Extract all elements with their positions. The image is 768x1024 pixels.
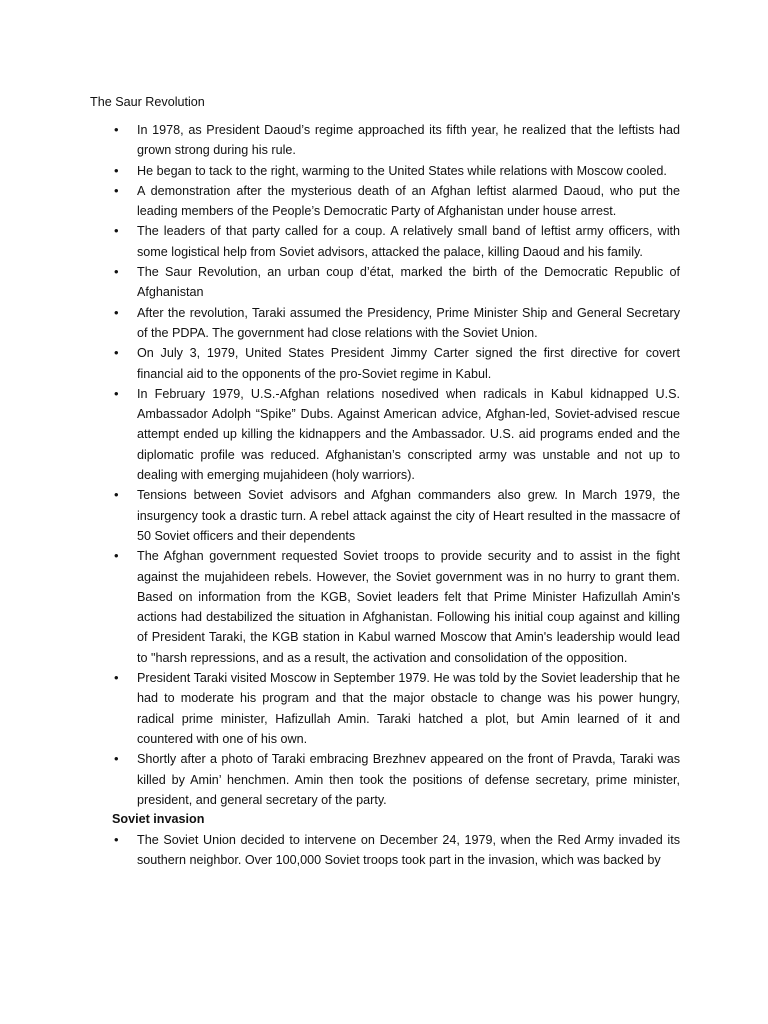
bullet-item: • The Afghan government requested Soviet troops to provide security and to assist in the fight against the mujahideen rebels. However, the Soviet government was in no hurry to grant them. Based on information from the KGB, Soviet leaders felt that Prime Minister Hafizullah Amin's actions had destabilized the situation in Afghanistan. Following his initial coup against and killing of President Taraki, the KGB station in Kabul warned Moscow that Amin's leadership would lead to "harsh repressions, and as a result, the activation and consolidation of the opposition.	[90, 546, 680, 668]
section-heading-saur-revolution: The Saur Revolution	[90, 95, 205, 109]
bullet-item: • After the revolution, Taraki assumed the Presidency, Prime Minister Ship and General Secretary of the PDPA. The government had close relations with the Soviet Union.	[90, 303, 680, 344]
bullet-item: • In February 1979, U.S.-Afghan relations nosedived when radicals in Kabul kidnapped U.S. Ambassador Adolph “Spike” Dubs. Against American advice, Afghan-led, Soviet-advised rescue attempt ended up killing the kidnappers and the Ambassador. U.S. aid programs ended and the diplomatic profile was reduced. Afghanistan’s conscripted army was unstable and not up to dealing with emerging mujahideen (holy warriors).	[90, 384, 680, 485]
section-heading-soviet-invasion: Soviet invasion	[112, 812, 205, 827]
bullet-item: • In 1978, as President Daoud’s regime approached its fifth year, he realized that the leftists had grown strong during his rule.	[90, 120, 680, 161]
bullet-item: • A demonstration after the mysterious death of an Afghan leftist alarmed Daoud, who put the leading members of the People’s Democratic Party of Afghanistan under house arrest.	[90, 181, 680, 222]
bullet-item: • Tensions between Soviet advisors and Afghan commanders also grew. In March 1979, the insurgency took a drastic turn. A rebel attack against the city of Heart resulted in the massacre of 50 Soviet officers and their dependents	[90, 485, 680, 546]
bullet-item: • He began to tack to the right, warming to the United States while relations with Moscow cooled.	[90, 161, 680, 181]
bullet-item: • The Saur Revolution, an urban coup d’état, marked the birth of the Democratic Republic of Afghanistan	[90, 262, 680, 303]
bullet-list-saur-revolution	[90, 120, 680, 810]
bullet-item: • Shortly after a photo of Taraki embracing Brezhnev appeared on the front of Pravda, Taraki was killed by Amin’ henchmen. Amin then took the positions of defense secretary, prime minister, president, and general secretary of the party.	[90, 749, 680, 810]
bullet-item: • On July 3, 1979, United States President Jimmy Carter signed the first directive for covert financial aid to the opponents of the pro-Soviet regime in Kabul.	[90, 343, 680, 384]
bullet-item: • President Taraki visited Moscow in September 1979. He was told by the Soviet leadership that he had to moderate his program and that the major obstacle to change was his power hungry, radical prime minister, Hafizullah Amin. Taraki hatched a plot, but Amin learned of it and countered with one of his own.	[90, 668, 680, 749]
bullet-item: • The leaders of that party called for a coup. A relatively small band of leftist army officers, with some logistical help from Soviet advisors, attacked the palace, killing Daoud and his family.	[90, 221, 680, 262]
bullet-item: • The Soviet Union decided to intervene on December 24, 1979, when the Red Army invaded its southern neighbor. Over 100,000 Soviet troops took part in the invasion, which was backed by	[90, 830, 680, 871]
bullet-list-soviet-invasion	[90, 830, 680, 871]
